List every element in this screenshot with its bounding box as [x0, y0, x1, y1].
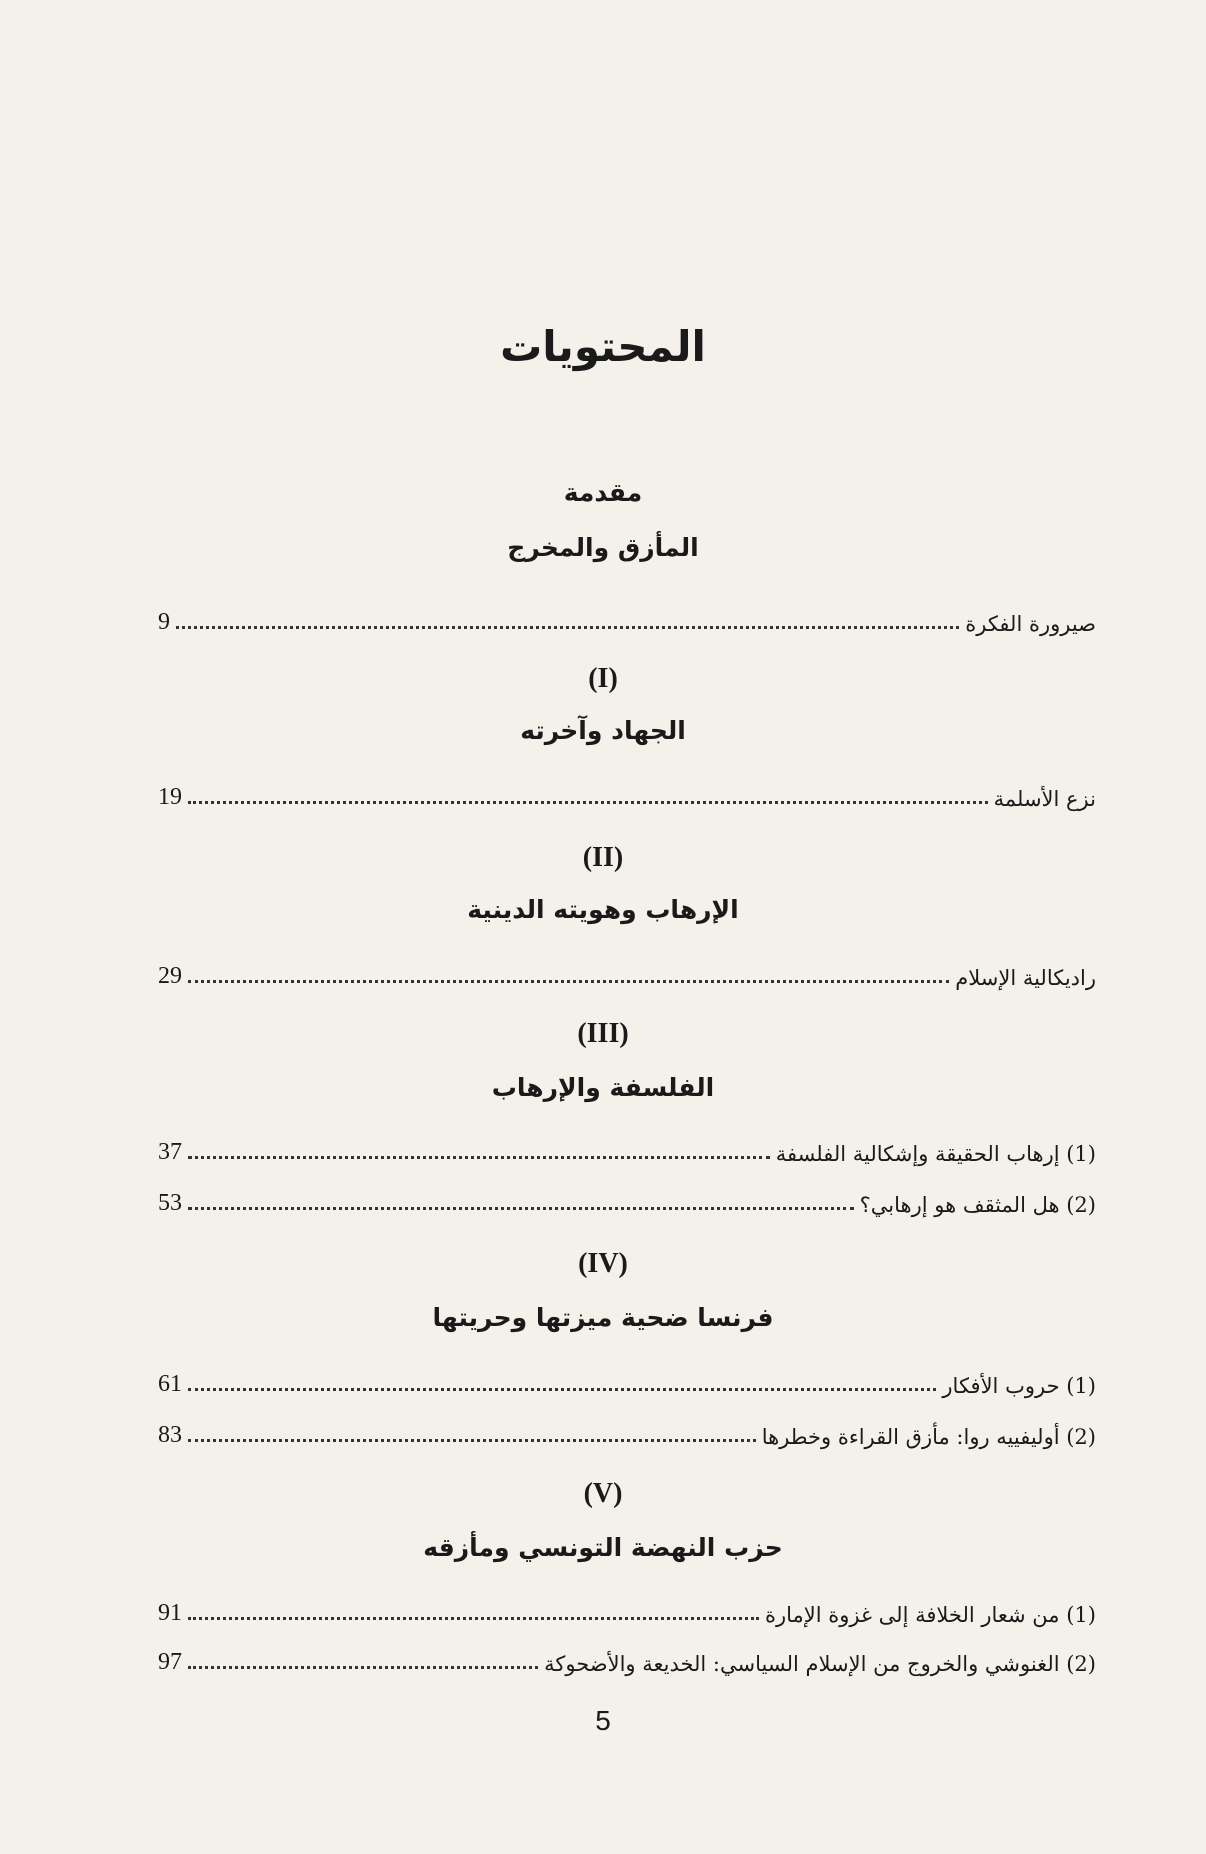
toc-entry[interactable] — [158, 1130, 1096, 1166]
toc-entry-page: 91 — [158, 1600, 182, 1626]
toc-entry[interactable] — [158, 1413, 1096, 1449]
section-number: (I) — [588, 663, 618, 694]
dot-leader — [188, 980, 949, 983]
dot-leader — [188, 1388, 936, 1391]
toc-entry-label: (2) أوليفييه روا: مأزق القراءة وخطرها — [761, 1425, 1096, 1449]
toc-entry[interactable] — [158, 1181, 1096, 1217]
page-title: المحتويات — [500, 322, 706, 371]
section-heading: الفلسفة والإرهاب — [491, 1073, 715, 1102]
dot-leader — [188, 801, 988, 804]
dot-leader — [188, 1439, 756, 1442]
toc-entry-label: (1) إرهاب الحقيقة وإشكالية الفلسفة — [775, 1142, 1096, 1166]
section-number: (II) — [582, 842, 624, 873]
toc-entry-page: 61 — [158, 1371, 182, 1397]
toc-entry[interactable] — [158, 1362, 1096, 1398]
toc-entry[interactable] — [158, 775, 1096, 811]
dot-leader — [188, 1617, 759, 1620]
toc-entry-page: 37 — [158, 1139, 182, 1165]
toc-entry-label: نزع الأسلمة — [993, 787, 1096, 811]
section-heading: الإرهاب وهويته الدينية — [467, 895, 739, 924]
toc-entry-page: 29 — [158, 963, 182, 989]
dot-leader — [188, 1156, 770, 1159]
section-number: (III) — [577, 1018, 629, 1049]
section-heading: حزب النهضة التونسي ومأزقه — [423, 1533, 783, 1562]
section-number: (IV) — [578, 1248, 628, 1279]
toc-entry-label: (1) حروب الأفكار — [942, 1374, 1096, 1398]
toc-entry-page: 53 — [158, 1190, 182, 1216]
section-heading: الجهاد وآخرته — [520, 716, 686, 745]
toc-entry-page: 83 — [158, 1422, 182, 1448]
toc-entry[interactable] — [158, 1640, 1096, 1676]
page-number: 5 — [595, 1705, 611, 1736]
toc-entry-label: راديكالية الإسلام — [955, 966, 1096, 990]
toc-entry-label: صيرورة الفكرة — [965, 612, 1096, 636]
toc-entry[interactable] — [158, 954, 1096, 990]
toc-entry-page: 9 — [158, 609, 170, 635]
dot-leader — [188, 1666, 538, 1669]
toc-entry[interactable] — [158, 600, 1096, 636]
toc-entry-page: 97 — [158, 1649, 182, 1675]
section-number: (V) — [583, 1478, 623, 1509]
toc-entry-label: (1) من شعار الخلافة إلى غزوة الإمارة — [765, 1603, 1096, 1627]
section-heading-intro: مقدمة — [563, 478, 643, 507]
toc-entry-page: 19 — [158, 784, 182, 810]
dot-leader — [176, 626, 959, 629]
toc-entry[interactable] — [158, 1591, 1096, 1627]
section-subheading-intro: المأزق والمخرج — [507, 533, 699, 562]
section-heading: فرنسا ضحية ميزتها وحريتها — [432, 1303, 774, 1332]
dot-leader — [188, 1207, 854, 1210]
toc-entry-label: (2) هل المثقف هو إرهابي؟ — [859, 1193, 1096, 1217]
toc-entry-label: (2) الغنوشي والخروج من الإسلام السياسي: الخديعة والأضحوكة — [544, 1652, 1096, 1676]
